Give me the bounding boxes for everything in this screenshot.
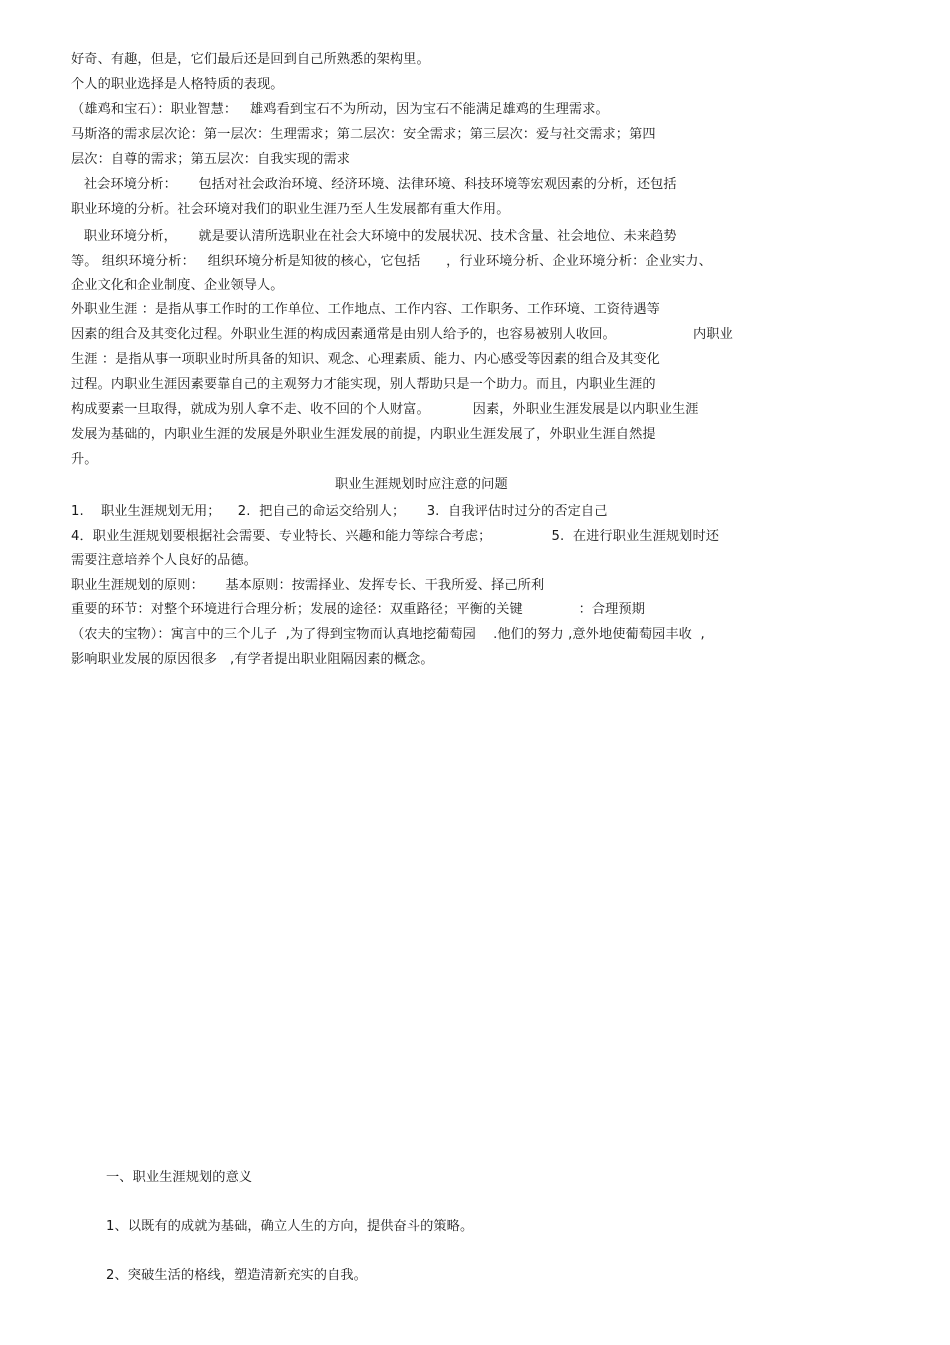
text-line: 生涯 ：是指从事一项职业时所具备的知识、观念、心理素质、能力、内心感受等因素的组合及其变化 xyxy=(71,352,660,367)
section-title: 一、职业生涯规划的意义 xyxy=(106,1170,253,1185)
list-item: 1、以既有的成就为基础，确立人生的方向，提供奋斗的策略。 xyxy=(106,1219,474,1234)
list-item: 2、突破生活的格线，塑造清新充实的自我。 xyxy=(106,1268,367,1283)
text-line: （雄鸡和宝石）：职业智慧： 雄鸡看到宝石不为所动，因为宝石不能满足雄鸡的生理需求。 xyxy=(71,102,609,117)
text-line: 企业文化和企业制度、企业领导人。 xyxy=(71,278,284,293)
text-line: 发展为基础的，内职业生涯的发展是外职业生涯发展的前提，内职业生涯发展了，外职业生涯自然提 xyxy=(71,427,656,442)
text-line: 马斯洛的需求层次论：第一层次：生理需求；第二层次：安全需求；第三层次：爱与社交需求；第四 xyxy=(71,127,656,142)
section-heading: 职业生涯规划时应注意的问题 xyxy=(335,477,508,492)
text-line: 外职业生涯 ：是指从事工作时的工作单位、工作地点、工作内容、工作职务、工作环境、工资待遇等 xyxy=(71,302,660,317)
text-line: 社会环境分析： 包括对社会政治环境、经济环境、法律环境、科技环境等宏观因素的分析，还包括 xyxy=(71,177,677,192)
text-line: 影响职业发展的原因很多 ,有学者提出职业阻隔因素的概念。 xyxy=(71,652,434,667)
text-line: 重要的环节：对整个环境进行合理分析；发展的途径：双重路径；平衡的关键 ：合理预期 xyxy=(71,602,646,617)
text-line: （农夫的宝物）：寓言中的三个儿子 ,为了得到宝物而认真地挖葡萄园 .他们的努力 ,意外地使葡萄园丰收 , xyxy=(71,627,705,642)
text-line: 4．职业生涯规划要根据社会需要、专业特长、兴趣和能力等综合考虑； 5. 在进行职业生涯规划时还 xyxy=(71,529,720,544)
text-line: 个人的职业选择是人格特质的表现。 xyxy=(71,77,284,92)
text-line: 好奇、有趣，但是，它们最后还是回到自己所熟悉的架构里。 xyxy=(71,52,430,67)
text-line: 因素的组合及其变化过程。外职业生涯的构成因素通常是由别人给予的，也容易被别人收回。 内职业 xyxy=(71,327,733,342)
text-line: 1. 职业生涯规划无用； 2. 把自己的命运交给别人； 3. 自我评估时过分的否定自己 xyxy=(71,504,608,519)
text-line: 构成要素一旦取得，就成为别人拿不走、收不回的个人财富。 因素，外职业生涯发展是以内职业生涯 xyxy=(71,402,699,417)
text-line: 层次：自尊的需求；第五层次：自我实现的需求 xyxy=(71,152,351,167)
text-line: 职业生涯规划的原则： 基本原则：按需择业、发挥专长、干我所爱、择己所利 xyxy=(71,578,545,593)
text-line: 过程。内职业生涯因素要靠自己的主观努力才能实现，别人帮助只是一个助力。而且，内职业生涯的 xyxy=(71,377,656,392)
text-line: 需要注意培养个人良好的品德。 xyxy=(71,553,258,568)
text-line: 职业环境分析， 就是要认清所选职业在社会大环境中的发展状况、技术含量、社会地位、未来趋势 xyxy=(71,229,677,244)
text-line: 升。 xyxy=(71,452,98,467)
text-line: 职业环境的分析。社会环境对我们的职业生涯乃至人生发展都有重大作用。 xyxy=(71,202,510,217)
text-line: 等。 组织环境分析： 组织环境分析是知彼的核心，它包括 ，行业环境分析、企业环境分析：企业实力、 xyxy=(71,254,712,269)
